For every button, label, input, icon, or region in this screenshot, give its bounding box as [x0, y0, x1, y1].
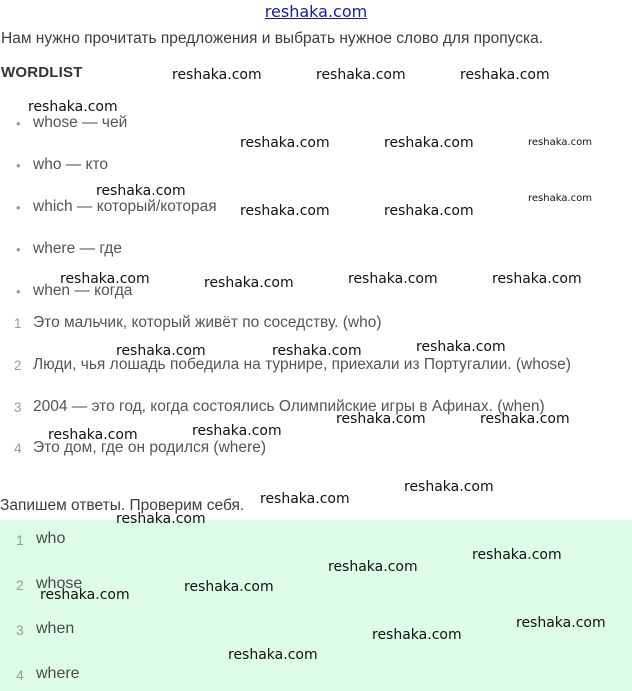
wordlist-item: who — кто: [33, 156, 109, 173]
watermark: reshaka.com: [192, 423, 282, 439]
watermark: reshaka.com: [480, 411, 570, 427]
watermark: reshaka.com: [404, 479, 494, 495]
sentence-text: Это мальчик, который живёт по соседству. (who): [33, 314, 382, 331]
watermark: reshaka.com: [28, 99, 118, 115]
watermark: reshaka.com: [460, 67, 550, 83]
watermark: reshaka.com: [472, 547, 562, 563]
watermark: reshaka.com: [172, 67, 262, 83]
watermark: reshaka.com: [272, 343, 362, 359]
watermark: reshaka.com: [48, 427, 138, 443]
watermark: reshaka.com: [528, 137, 592, 148]
bullet-icon: •: [16, 200, 21, 215]
watermark: reshaka.com: [96, 183, 186, 199]
answer-number: 4: [16, 667, 24, 683]
watermark: reshaka.com: [316, 67, 406, 83]
watermark: reshaka.com: [116, 511, 206, 527]
watermark: reshaka.com: [384, 135, 474, 151]
answer-text: when: [36, 620, 75, 637]
watermark: reshaka.com: [372, 627, 462, 643]
watermark: reshaka.com: [492, 271, 582, 287]
intro-text: Нам нужно прочитать предложения и выбрать нужное слово для пропуска.: [1, 30, 544, 47]
watermark: reshaka.com: [528, 193, 592, 204]
answer-number: 2: [16, 577, 24, 593]
bullet-icon: •: [16, 116, 21, 131]
answer-text: who: [36, 530, 66, 547]
watermark: reshaka.com: [348, 271, 438, 287]
watermark: reshaka.com: [516, 615, 606, 631]
watermark: reshaka.com: [40, 587, 130, 603]
watermark: reshaka.com: [228, 647, 318, 663]
check-text: Запишем ответы. Проверим себя.: [0, 497, 245, 514]
bullet-icon: •: [16, 158, 21, 173]
watermark: reshaka.com: [184, 579, 274, 595]
watermark: reshaka.com: [384, 203, 474, 219]
watermark: reshaka.com: [60, 271, 150, 287]
sentence-number: 1: [14, 316, 22, 331]
watermark: reshaka.com: [116, 343, 206, 359]
watermark: reshaka.com: [240, 203, 330, 219]
watermark: reshaka.com: [416, 339, 506, 355]
wordlist-title: WORDLIST: [1, 64, 83, 81]
wordlist-item: when — когда: [33, 282, 133, 299]
answer-text: whose: [36, 575, 83, 592]
sentence-number: 3: [14, 400, 22, 415]
bullet-icon: •: [16, 284, 21, 299]
sentence-text: Это дом, где он родился (where): [33, 439, 266, 456]
watermark: reshaka.com: [240, 135, 330, 151]
answer-number: 3: [16, 622, 24, 638]
sentence-text: 2004 — это год, когда состоялись Олимпийские игры в Афинах. (when): [33, 398, 545, 415]
wordlist-item: which — который/которая: [33, 198, 217, 215]
sentence-number: 2: [14, 358, 22, 373]
watermark: reshaka.com: [260, 491, 350, 507]
answer-text: where: [36, 665, 80, 682]
answer-number: 1: [16, 532, 24, 548]
sentence-text: Люди, чья лошадь победила на турнире, приехали из Португалии. (whose): [33, 356, 571, 373]
header-watermark-link[interactable]: reshaka.com: [264, 2, 368, 21]
sentence-number: 4: [14, 441, 22, 456]
answers-block: [0, 520, 632, 691]
wordlist-item: whose — чей: [33, 114, 128, 131]
watermark: reshaka.com: [328, 559, 418, 575]
wordlist-item: where — где: [33, 240, 122, 257]
watermark: reshaka.com: [204, 275, 294, 291]
bullet-icon: •: [16, 242, 21, 257]
watermark: reshaka.com: [336, 411, 426, 427]
